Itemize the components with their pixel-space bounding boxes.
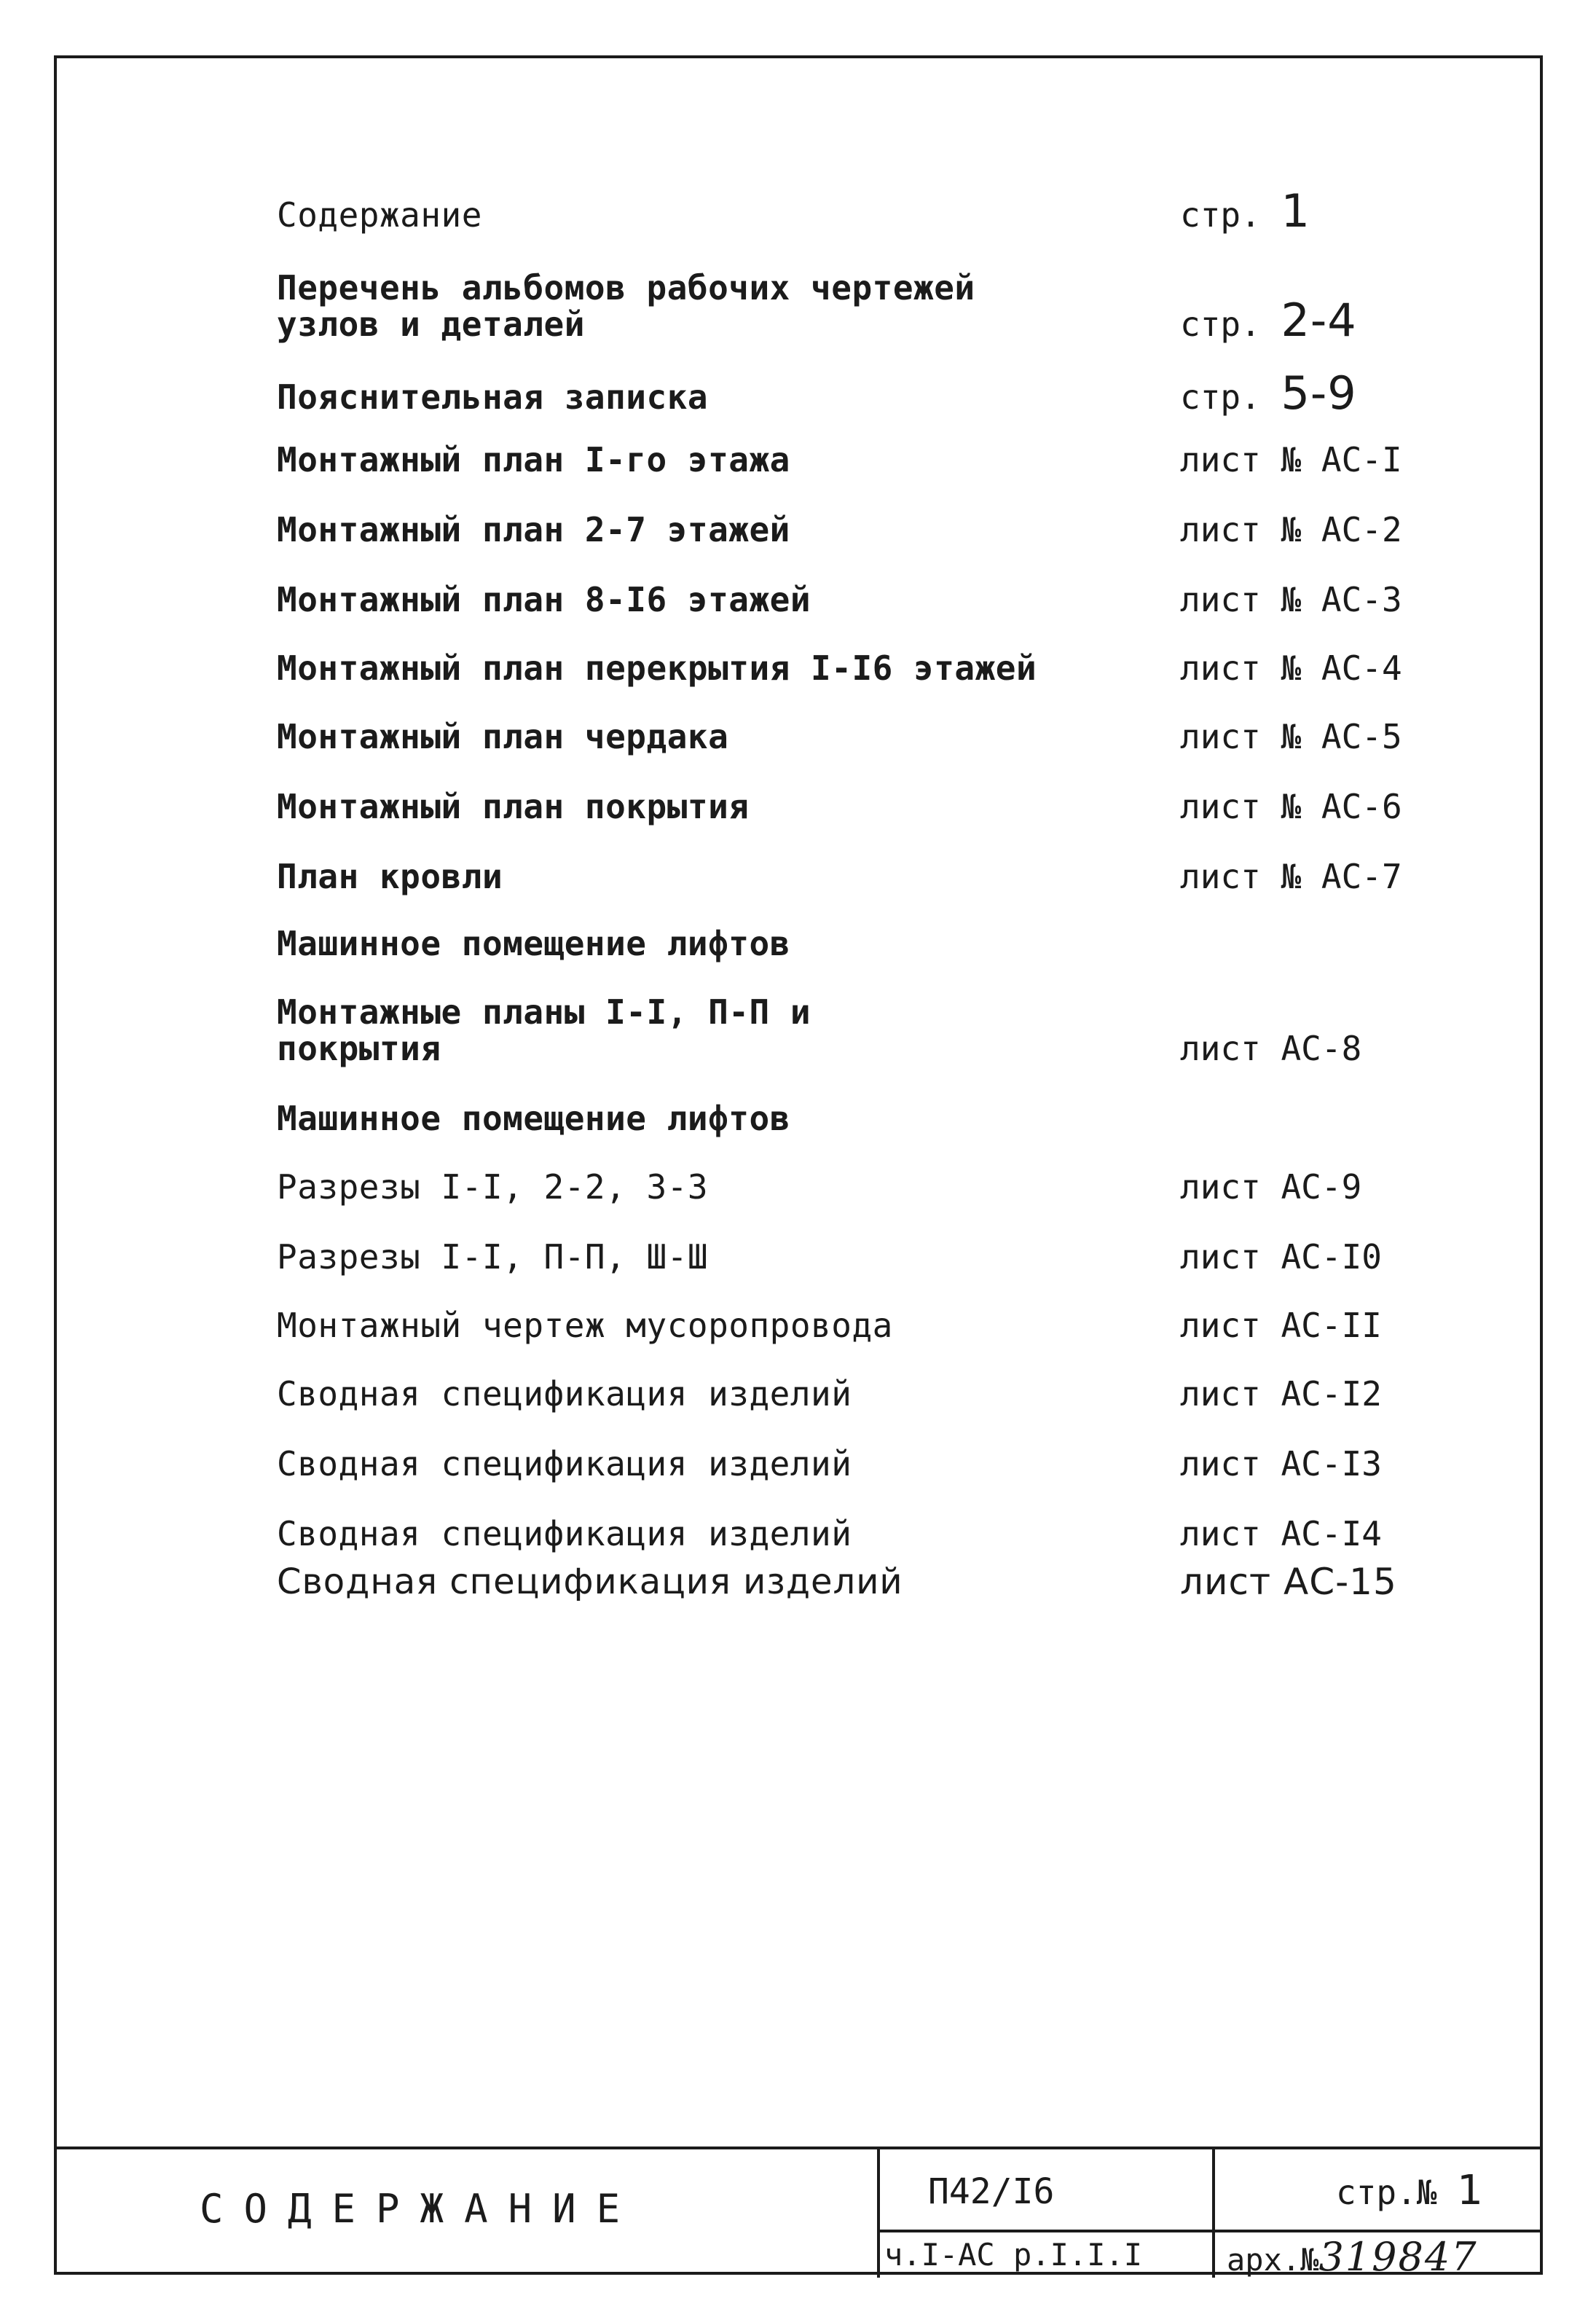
toc-sheet-number: АС-9 (1281, 1167, 1362, 1207)
toc-prefix: лист (1180, 1167, 1261, 1207)
toc-sheet-number: АС-3 (1321, 580, 1402, 619)
toc-ref (1180, 294, 1357, 347)
toc-sheet-number: АС-4 (1321, 648, 1402, 688)
toc-row (277, 1239, 1486, 1275)
divider (1212, 2149, 1215, 2278)
toc-sheet-number: АС-II (1281, 1306, 1382, 1345)
toc-row (277, 1307, 1486, 1344)
project-code: П42/I6 (928, 2171, 1055, 2212)
toc-title: Монтажный чертеж мусоропровода (277, 1306, 893, 1345)
archive-value: 319847 (1318, 2234, 1478, 2280)
toc-prefix: лист (1180, 1237, 1261, 1277)
toc-ref (1180, 1561, 1397, 1603)
toc-ref (1180, 650, 1402, 686)
toc-prefix: лист (1180, 1374, 1261, 1414)
toc-prefix: лист (1180, 1514, 1261, 1553)
toc-row (277, 1446, 1486, 1482)
toc-ref (1180, 1239, 1382, 1275)
toc-row (277, 1376, 1486, 1412)
toc-prefix: лист № (1180, 857, 1302, 896)
archive-label: арх.№ (1227, 2242, 1319, 2278)
archive-number (1227, 2234, 1478, 2280)
toc-prefix: лист № (1180, 580, 1302, 619)
toc-prefix: стр. (1180, 377, 1261, 417)
toc-title: Монтажный план перекрытия I-I6 этажей (277, 648, 1037, 688)
toc-page-number: 1 (1281, 184, 1310, 238)
toc-ref (1180, 718, 1402, 755)
toc-sheet-number: АС-15 (1283, 1561, 1397, 1603)
toc-prefix: лист (1180, 1561, 1272, 1603)
toc-row (277, 1100, 1486, 1137)
toc-title: Монтажный план 8-I6 этажей (277, 580, 811, 619)
toc-ref (1180, 1030, 1361, 1067)
toc-page-number: 2-4 (1281, 294, 1357, 347)
toc-row (277, 858, 1486, 895)
toc-ref (1180, 581, 1402, 618)
toc-row (277, 366, 1486, 420)
page-label: стр.№ (1336, 2173, 1437, 2212)
document-title: СОДЕРЖАНИЕ (200, 2186, 641, 2232)
toc-prefix: лист (1180, 1029, 1261, 1068)
toc-row (277, 788, 1486, 825)
toc-title: Монтажный план чердака (277, 717, 729, 756)
toc-sheet-number: АС-I0 (1281, 1237, 1382, 1277)
toc-title: Сводная спецификация изделий (277, 1444, 852, 1483)
divider (877, 2149, 880, 2278)
toc-ref (1180, 442, 1402, 478)
toc-ref (1180, 1446, 1382, 1482)
toc-prefix: лист № (1180, 440, 1302, 479)
toc-sheet-number: АС-I2 (1281, 1374, 1382, 1414)
toc-prefix: лист № (1180, 648, 1302, 688)
toc-row (277, 581, 1486, 618)
toc-title: Содержание (277, 195, 482, 235)
toc-title: Монтажный план I-го этажа (277, 440, 790, 479)
toc-sheet-number: АС-I3 (1281, 1444, 1382, 1483)
toc-title: Сводная спецификация изделий (277, 1514, 852, 1553)
toc-row (277, 718, 1486, 755)
page-number (1336, 2167, 1483, 2214)
toc-title: Монтажный план 2-7 этажей (277, 510, 790, 549)
toc-row (277, 994, 1486, 1067)
toc-title: Машинное помещение лифтов (277, 1099, 790, 1138)
toc-sheet-number: АС-I4 (1281, 1514, 1382, 1553)
toc-sheet-number: АС-7 (1321, 857, 1402, 896)
toc-page-number: 5-9 (1281, 366, 1357, 420)
toc-prefix: стр. (1180, 305, 1261, 344)
page-value: 1 (1457, 2167, 1483, 2214)
toc-sheet-number: АС-6 (1321, 787, 1402, 826)
toc-ref (1180, 184, 1310, 238)
toc-prefix: лист (1180, 1444, 1261, 1483)
toc-title: Монтажные планы I-I, П-П и покрытия (277, 992, 811, 1068)
toc-row (277, 1561, 1486, 1603)
toc-title: Разрезы I-I, 2-2, 3-3 (277, 1167, 709, 1207)
toc-row (277, 184, 1486, 238)
toc-prefix: лист № (1180, 717, 1302, 756)
toc-ref (1180, 1307, 1382, 1344)
toc-row (277, 511, 1486, 548)
toc-ref (1180, 1516, 1382, 1552)
toc-ref (1180, 788, 1402, 825)
toc-row (277, 650, 1486, 686)
toc-sheet-number: АС-I (1321, 440, 1402, 479)
toc-sheet-number: АС-8 (1281, 1029, 1362, 1068)
toc-prefix: лист № (1180, 510, 1302, 549)
toc-sheet-number: АС-2 (1321, 510, 1402, 549)
divider (877, 2230, 1543, 2232)
toc-row (277, 1516, 1486, 1552)
toc-prefix: стр. (1180, 195, 1261, 235)
toc-ref (1180, 858, 1402, 895)
toc-title: План кровли (277, 857, 503, 896)
toc-row (277, 442, 1486, 478)
toc-title: Монтажный план покрытия (277, 787, 750, 826)
toc-title: Разрезы I-I, П-П, Ш-Ш (277, 1237, 709, 1277)
toc-title: Пояснительная записка (277, 377, 709, 417)
toc-row (277, 268, 1486, 347)
toc-row (277, 925, 1486, 962)
part-reference: ч.I-АС р.I.I.I (884, 2237, 1143, 2273)
toc-title: Машинное помещение лифтов (277, 924, 790, 963)
toc-prefix: лист № (1180, 787, 1302, 826)
toc-ref (1180, 511, 1402, 548)
toc-title: Сводная спецификация изделий (277, 1561, 903, 1602)
toc-title: Перечень альбомов рабочих чертежей узлов и деталей (277, 268, 975, 344)
toc-title: Сводная спецификация изделий (277, 1374, 852, 1414)
toc-prefix: лист (1180, 1306, 1261, 1345)
toc-ref (1180, 366, 1357, 420)
title-block (54, 2147, 1543, 2280)
toc-sheet-number: АС-5 (1321, 717, 1402, 756)
toc-row (277, 1169, 1486, 1205)
toc-ref (1180, 1376, 1382, 1412)
toc-ref (1180, 1169, 1361, 1205)
